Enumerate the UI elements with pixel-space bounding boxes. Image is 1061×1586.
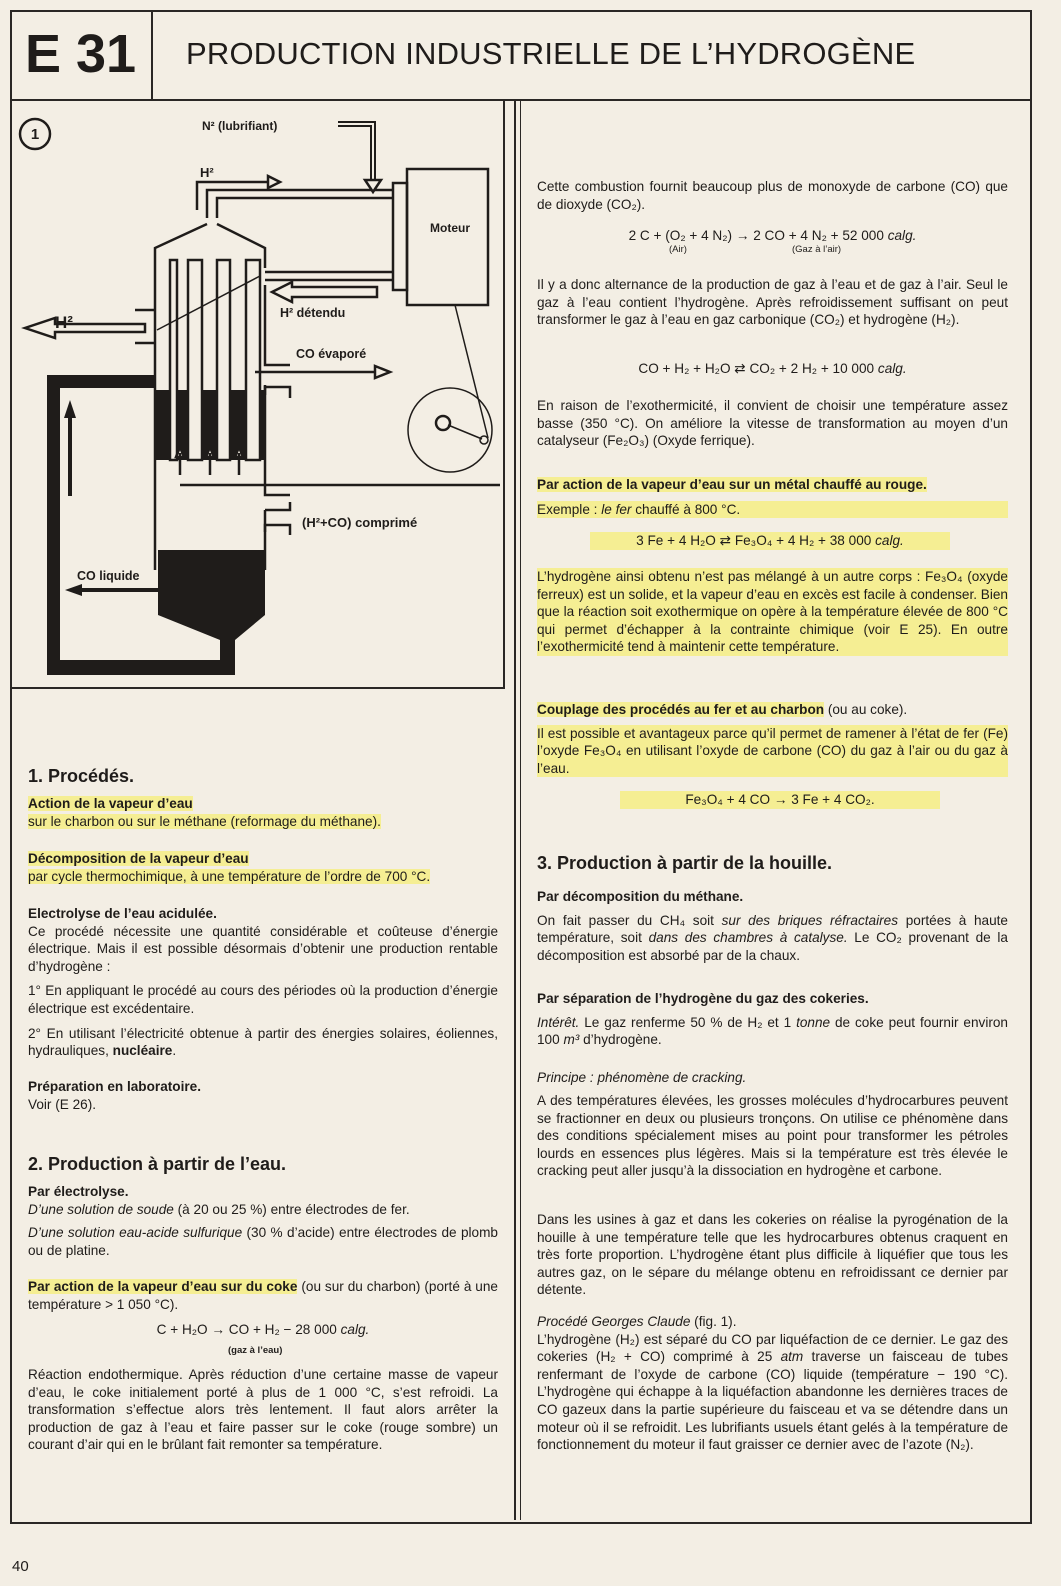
- equation-co-shift: [537, 360, 1008, 378]
- label-co-liquide: CO liquide: [77, 569, 140, 583]
- exothermicite-text: En raison de l’exothermicité, il convient de choisir une température assez basse (350 °C). On améliore la vitesse de transformation au moyen d’un catalyseur (Fe₂O₃) (Oxyde ferrique).: [537, 398, 1008, 449]
- page-header: [10, 10, 1030, 101]
- label-moteur: Moteur: [430, 221, 470, 235]
- eq4-unit: calg.: [871, 533, 904, 548]
- cokeries-block: [537, 990, 1008, 1049]
- figure-1: [10, 100, 505, 689]
- metal-title: Par action de la vapeur d’eau sur un métal chauffé au rouge.: [537, 477, 927, 492]
- claude-text-1: L’hydrogène (H₂) est séparé du CO par liquéfaction de ce dernier. Le gaz des cokeries (H₂ + CO) comprimé à 25: [537, 1331, 1008, 1365]
- label-n2-lubrifiant: N² (lubrifiant): [202, 119, 278, 133]
- action-vapeur-block: [28, 795, 498, 830]
- couplage-block: [537, 701, 1008, 777]
- electro-title: Electrolyse de l’eau acidulée.: [28, 906, 217, 921]
- methane-text-2: portées à haute température, soit: [537, 912, 1008, 946]
- electrolyse-block: [28, 905, 498, 1060]
- interet-label: Intérêt.: [537, 1014, 580, 1030]
- exemple-text: chauffé à 800 °C.: [631, 501, 741, 517]
- couplage-title: Couplage des procédés au fer et au charbon: [537, 702, 825, 717]
- principe-title: Principe : phénomène de cracking.: [537, 1070, 747, 1085]
- interet-text-1: Le gaz renferme 50 % de H₂ et 1: [579, 1014, 797, 1030]
- item-2-text: 2° En utilisant l’électricité obtenue à partir des énergies solaires, éoliennes, hydrauliques,: [28, 1025, 498, 1059]
- action-text: sur le charbon ou sur le méthane (reformage du méthane).: [28, 813, 381, 829]
- acide-text: (30 % d’acide) entre électrodes de plomb ou de platine.: [28, 1225, 498, 1258]
- hydrogene-obtenu-text: L’hydrogène ainsi obtenu n’est pas mélangé à un autre corps : Fe₃O₄ (oxyde ferreux) est un solide, et la vapeur d’eau en excès est facile à condenser. Bien que la réaction soit exothermique on opère à la température élevée de 800 °C qui permet d’échapper à la contrainte chimique (voir E 25). En outre l’exothermicité tend à maintenir cette température.: [537, 569, 1008, 655]
- methane-italic-1: sur des briques réfractaires: [721, 912, 899, 928]
- exemple-line: [537, 501, 1008, 519]
- methane-text-3: Le CO₂ provenant de la décomposition est absorbé par de la chaux.: [537, 930, 1008, 963]
- coke-text: (ou sur du charbon) (porté à une température > 1 050 °C).: [28, 1279, 498, 1312]
- interet-unit-m3: m³: [563, 1032, 580, 1048]
- item-2: [28, 1025, 498, 1060]
- metal-block: [537, 476, 1008, 518]
- interet-text-3: d’hydrogène.: [579, 1032, 662, 1048]
- page-title: PRODUCTION INDUSTRIELLE DE L’HYDROGÈNE: [186, 36, 916, 71]
- exemple-italic: le fer: [601, 501, 632, 517]
- label-h2-detendu: H² détendu: [280, 306, 346, 320]
- page-number: 40: [12, 1558, 29, 1575]
- eq1-note: (gaz à l’eau): [228, 1345, 283, 1356]
- acide-italic: D’une solution eau-acide sulfurique: [28, 1225, 243, 1241]
- couplage-text: Il est possible et avantageux parce qu’il permet de ramener à l’état de fer (Fe) l’oxyde Fe₃O₄ en utilisant l’oxyde de carbone (CO) du gaz à l’air ou du gaz à l’eau.: [537, 725, 1008, 776]
- claude-block: [537, 1313, 1008, 1454]
- eq2-unit: calg.: [883, 228, 917, 243]
- claude-unit-atm: atm: [780, 1349, 804, 1365]
- electrolyse-eau-block: [28, 1183, 498, 1259]
- equation-fer: [590, 532, 950, 550]
- reaction-text: Réaction endothermique. Après réduction d’une certaine masse de vapeur d’eau, le coke initialement porté à plus de 1 000 °C, s’est refroidi. La transformation s’effectue alors très lentement. Il faut alors arrêter la production de gaz à l’eau et faire passer sur le coke (rouge sombre) un courant d’air qui en le brûlant fait remonter sa température.: [28, 1367, 498, 1453]
- decomp-title: Décomposition de la vapeur d’eau: [28, 851, 249, 866]
- laboratoire-block: [28, 1078, 498, 1113]
- section-2-title: 2. Production à partir de l’eau.: [28, 1154, 287, 1174]
- claude-title: Procédé Georges Claude: [537, 1314, 691, 1329]
- cracking-text: A des températures élevées, les grosses molécules d’hydrocarbures peuvent se fractionner en deux ou plusieurs tronçons. On utilise ce phénomène dans des conditions spécialement mises au point pour transformer les pétroles lourds en essences plus légères. Mais si la température est très élevée le cracking peut aller jusqu’à la dissociation en hydrogène et carbone.: [537, 1093, 1008, 1179]
- cokeries-title: Par séparation de l’hydrogène du gaz des cokeries.: [537, 991, 869, 1006]
- eq2-note-air: (Air): [669, 244, 687, 255]
- methane-text-1: On fait passer du CH₄ soit: [537, 912, 722, 928]
- item-2-end: .: [172, 1043, 177, 1059]
- soude-italic: D’une solution de soude: [28, 1201, 174, 1217]
- interet-unit-tonne: tonne: [796, 1014, 831, 1030]
- methane-block: [537, 888, 1008, 964]
- claude-fig-ref: (fig. 1).: [690, 1314, 737, 1329]
- methane-title: Par décomposition du méthane.: [537, 889, 744, 904]
- eq1-unit: calg.: [336, 1322, 370, 1337]
- methane-italic-2: dans des chambres à catalyse.: [648, 930, 848, 946]
- eq3-unit: calg.: [874, 361, 907, 376]
- decomposition-block: [28, 850, 498, 885]
- action-title: Action de la vapeur d’eau: [28, 796, 193, 811]
- figure-number: 1: [30, 126, 40, 143]
- label-h2-top: H²: [200, 165, 214, 180]
- eq2-note-gaz: (Gaz à l’air): [792, 244, 842, 255]
- alternance-text: Il y a donc alternance de la production de gaz à l’eau et de gaz à l’air. Seul le gaz à l’eau contient l’hydrogène. Après refroidissement suffisant on peut transformer le gaz à l’eau en gaz carbonique (CO₂) et hydrogène (H₂).: [537, 277, 1008, 328]
- combustion-text: Cette combustion fournit beaucoup plus de monoxyde de carbone (CO) que de dioxyde (CO₂).: [537, 179, 1008, 212]
- electrolyse-title: Par électrolyse.: [28, 1184, 129, 1199]
- label-h2-co-comprime: (H²+CO) comprimé: [302, 515, 418, 530]
- couplage-suffix: (ou au coke).: [824, 702, 908, 717]
- interet-text-2: de coke peut fournir environ 100: [537, 1014, 1008, 1048]
- item-1: 1° En appliquant le procédé au cours des périodes où la production d’énergie électrique est excédentaire.: [28, 983, 498, 1016]
- decomp-text: par cycle thermochimique, à une température de l’ordre de 700 °C.: [28, 868, 431, 884]
- exemple-label: Exemple :: [537, 501, 602, 517]
- column-divider: [514, 100, 521, 1520]
- item-2-bold: nucléaire: [112, 1043, 173, 1059]
- soude-text: (à 20 ou 25 %) entre électrodes de fer.: [173, 1201, 410, 1217]
- label-co-evapore: CO évaporé: [296, 347, 367, 361]
- coke-block: [28, 1278, 498, 1313]
- section-1-title: 1. Procédés.: [28, 766, 135, 786]
- labo-text: Voir (E 26).: [28, 1096, 96, 1112]
- label-h2-left: H²: [55, 313, 73, 332]
- section-3-title: 3. Production à partir de la houille.: [537, 853, 833, 873]
- coke-title: Par action de la vapeur d’eau sur du coke: [28, 1279, 298, 1294]
- eq3-formula: CO + H₂ + H₂O ⇄ CO₂ + 2 H₂ + 10 000: [638, 361, 875, 376]
- electro-text: Ce procédé nécessite une quantité considérable et coûteuse d’énergie électrique. Mais il est possible désormais d’obtenir une production rentable d’hydrogène :: [28, 923, 498, 974]
- equation-gaz-air: [537, 227, 1008, 245]
- hydrogen-separation-diagram: [10, 100, 503, 687]
- equation-gaz-eau: [28, 1321, 498, 1339]
- eq4-formula: 3 Fe + 4 H₂O ⇄ Fe₃O₄ + 4 H₂ + 38 000: [636, 533, 872, 548]
- eq2-formula: 2 C + (O₂ + 4 N₂) → 2 CO + 4 N₂ + 52 000: [628, 228, 884, 243]
- equation-couplage: Fe₃O₄ + 4 CO → 3 Fe + 4 CO₂.: [620, 791, 940, 809]
- eq1-formula: C + H₂O → CO + H₂ − 28 000: [156, 1322, 337, 1337]
- chapter-code: E 31: [10, 10, 153, 99]
- labo-title: Préparation en laboratoire.: [28, 1079, 201, 1094]
- claude-text-2: traverse un faisceau de tubes renfermant de l’oxyde de carbone (CO) liquide (température − 190 °C). L’hydrogène qui échappe à la liquéfaction abandonne les dernières traces de CO gazeux dans la partie supérieure du faisceau et va se détendre dans un moteur où il se refroidit. Les lubrifiants usuels étant gelés à la température de fonctionnement du moteur il faut graisser ce dernier avec de l’azote (N₂).: [537, 1349, 1008, 1453]
- usines-text: Dans les usines à gaz et dans les cokeries on réalise la pyrogénation de la houille à une température telle que les hydrocarbures obtenus craquent en très forte proportion. L’hydrogène étant plus difficile à liquéfier que tous les autres gaz, on le sépare du mélange obtenu en refroidissant ce dernier par détente.: [537, 1212, 1008, 1298]
